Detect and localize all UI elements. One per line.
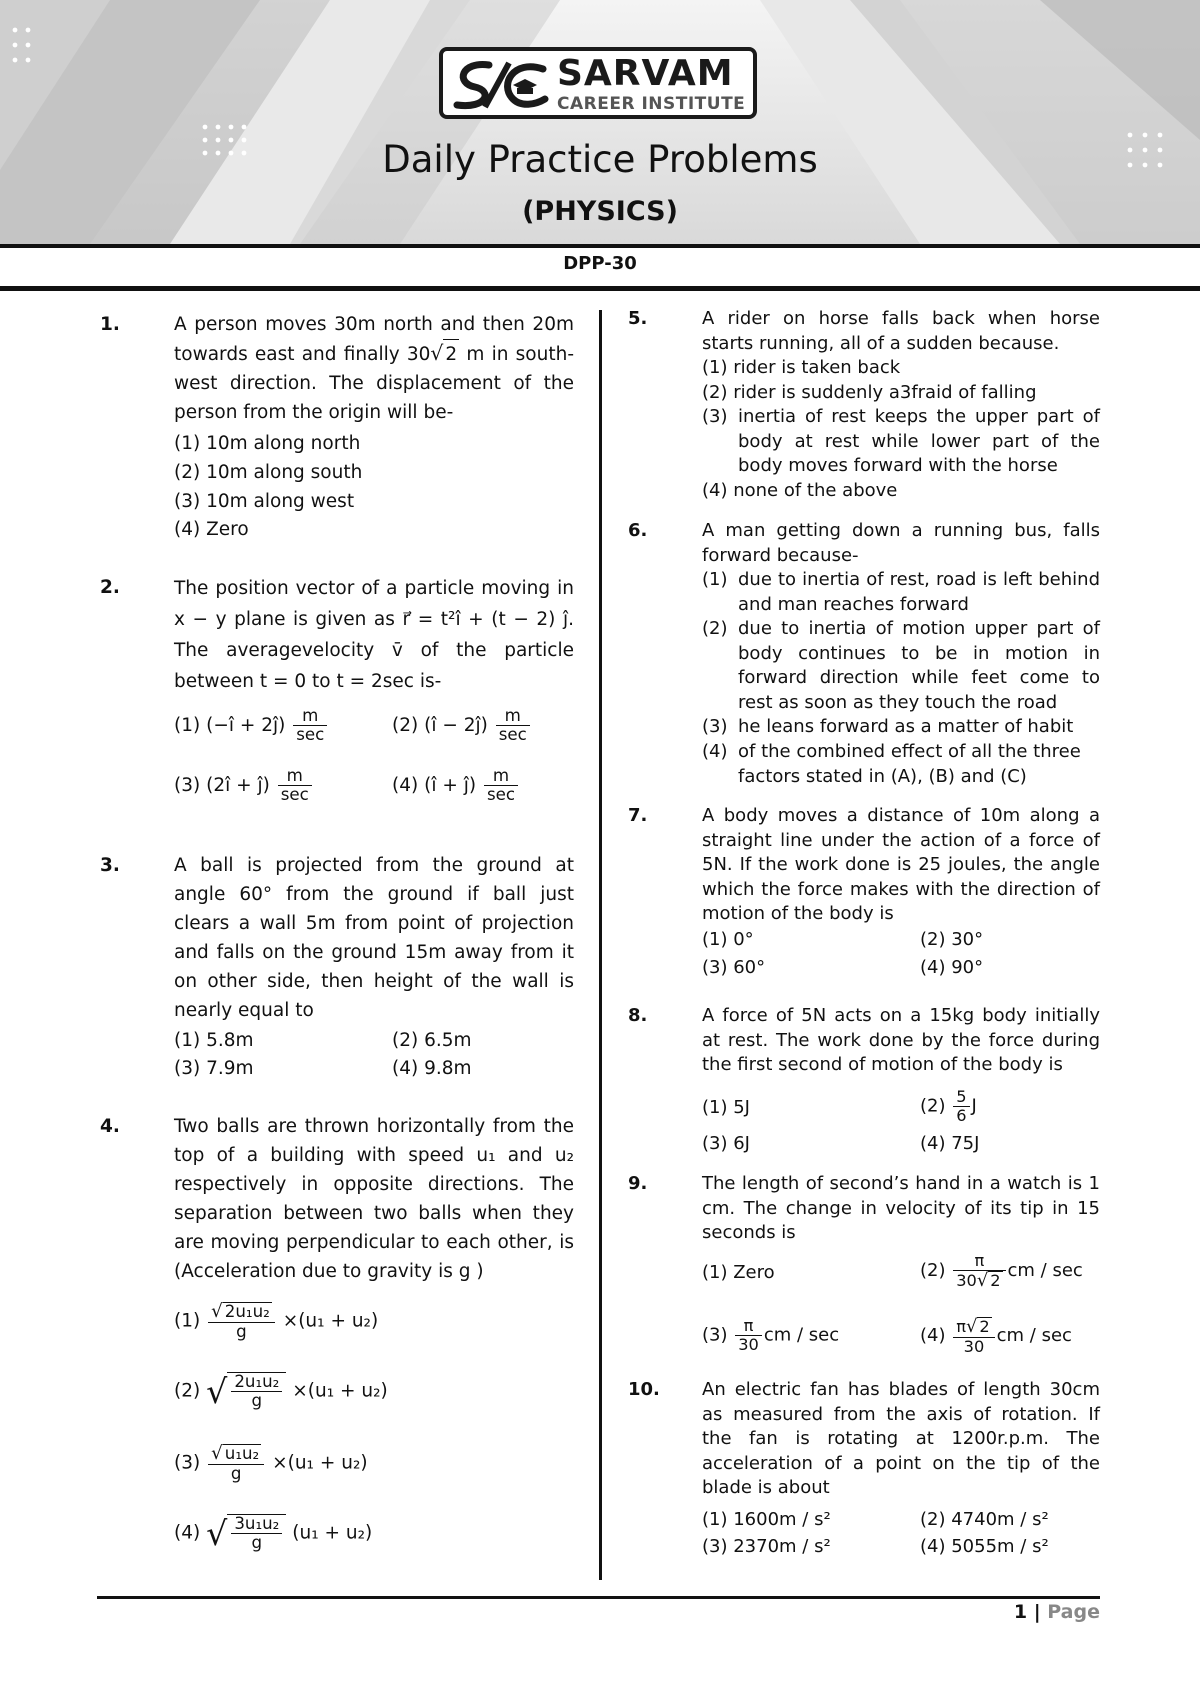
question-stem xyxy=(174,573,574,697)
option-tail: (u₁ + u₂) xyxy=(292,1522,373,1544)
question-6 xyxy=(628,519,1100,789)
option-text: due to inertia of motion upper part of body continues to be in motion in forward direction while feet come to rest as soon as they touch the road xyxy=(738,618,1100,713)
option-label: (2) xyxy=(920,1260,946,1282)
page-separator: | xyxy=(1033,1601,1041,1623)
fraction-denominator: 30 xyxy=(963,1336,985,1356)
position-vector-expr: r⃗ = t²î + (t − 2) ĵ xyxy=(402,609,569,630)
fraction-numerator: π xyxy=(956,1317,966,1336)
brand-name: SARVAM xyxy=(557,53,734,94)
option-4[interactable]: (4) 90° xyxy=(920,957,984,978)
question-7 xyxy=(628,804,1100,994)
option-label: (4) xyxy=(392,774,419,796)
option-3[interactable] xyxy=(702,1317,839,1354)
brand-subtitle: CAREER INSTITUTE xyxy=(557,94,746,114)
fraction-numerator: π xyxy=(735,1317,762,1336)
option-1[interactable]: (1) 0° xyxy=(702,929,754,950)
option-3[interactable]: (3) 10m along west xyxy=(174,491,355,512)
option-2[interactable]: (2) 6.5m xyxy=(392,1030,472,1051)
option-2[interactable]: (2) rider is suddenly a3fraid of falling xyxy=(702,382,1037,403)
option-3[interactable] xyxy=(702,715,1100,740)
option-4[interactable] xyxy=(702,740,1100,789)
option-label: (2) xyxy=(920,1095,946,1117)
fraction-numerator: u₁u₂ xyxy=(224,1444,260,1463)
unit-denominator: sec xyxy=(296,725,325,745)
option-4[interactable]: (4) 5055m / s² xyxy=(920,1536,1049,1557)
stem-text: The position vector of a particle moving in x − y plane is given as xyxy=(174,578,574,630)
option-fraction xyxy=(953,1088,969,1125)
stem-text: m in south-west direction. The displacement of the person from the origin will be- xyxy=(174,344,575,423)
unit-fraction xyxy=(293,707,327,745)
option-4[interactable]: (4) 9.8m xyxy=(392,1058,472,1079)
question-stem: The length of second’s hand in a watch is 1 cm. The change in velocity of its tip in 15 seconds is xyxy=(702,1173,1100,1243)
option-4[interactable]: (4) none of the above xyxy=(702,480,898,501)
option-label: (1) xyxy=(174,714,201,736)
question-4 xyxy=(100,1112,574,1582)
option-label: (4) xyxy=(174,1522,201,1544)
option-2[interactable]: (2) 30° xyxy=(920,929,984,950)
option-unit: cm / sec xyxy=(996,1325,1072,1347)
stem-text: of the particle between t = 0 to t = 2sec is- xyxy=(174,640,575,692)
option-label: (2) xyxy=(702,618,728,639)
header-banner xyxy=(0,0,1200,244)
option-label: (4) xyxy=(920,1325,946,1347)
option-2[interactable] xyxy=(392,707,532,745)
option-tail: ×(u₁ + u₂) xyxy=(272,1452,368,1474)
option-1[interactable]: (1) 10m along north xyxy=(174,433,361,454)
option-2[interactable] xyxy=(702,617,1100,715)
question-3 xyxy=(100,851,574,1081)
option-3[interactable]: (3) 6J xyxy=(702,1133,750,1154)
fraction-denominator: 30 xyxy=(956,1270,977,1290)
question-number: 9. xyxy=(628,1173,648,1194)
option-label: (4) xyxy=(702,741,728,762)
unit-numerator: m xyxy=(496,707,530,726)
option-fraction: $\frac{\text{√ u₁u₂}}{g}$ xyxy=(208,1444,264,1483)
option-unit: J xyxy=(971,1095,977,1117)
option-4[interactable]: (4) Zero xyxy=(174,519,249,540)
fraction-denominator: 6 xyxy=(956,1105,967,1125)
option-expr: (−î + 2ĵ) xyxy=(206,714,286,736)
option-2[interactable] xyxy=(920,1252,1083,1290)
option-expr: (2î + ĵ) xyxy=(206,774,270,796)
stem-text: A person moves 30m north and then 20m towards east and finally 30 xyxy=(174,314,574,365)
question-9 xyxy=(628,1172,1100,1372)
fraction-numerator: 5 xyxy=(953,1088,969,1107)
option-text: due to inertia of rest, road is left behind and man reaches forward xyxy=(738,569,1100,615)
option-label: (3) xyxy=(702,406,728,427)
question-number: 3. xyxy=(100,855,120,876)
question-8 xyxy=(628,1004,1100,1169)
fraction-numerator: π xyxy=(953,1252,1005,1271)
fraction-denominator: g xyxy=(236,1322,247,1342)
option-3[interactable] xyxy=(174,767,314,805)
question-2 xyxy=(100,573,574,823)
option-label: (3) xyxy=(702,716,728,737)
option-text: he leans forward as a matter of habit xyxy=(738,716,1074,737)
page-subtitle: (PHYSICS) xyxy=(522,196,678,227)
question-number: 10. xyxy=(628,1379,660,1400)
unit-fraction xyxy=(278,767,312,805)
option-expr: (î − 2ĵ) xyxy=(424,714,488,736)
fraction-denominator: g xyxy=(230,1464,242,1484)
option-1[interactable] xyxy=(174,1302,378,1341)
option-1[interactable]: (1) Zero xyxy=(702,1262,775,1283)
option-tail: ×(u₁ + u₂) xyxy=(282,1310,379,1332)
stem-text: . The averagevelocity xyxy=(174,609,575,661)
question-number: 6. xyxy=(628,520,648,541)
option-fraction xyxy=(231,1515,282,1553)
root-value: 2 xyxy=(979,1317,990,1336)
question-number: 7. xyxy=(628,805,648,826)
option-label: (2) xyxy=(392,714,419,736)
fraction-denominator: 30 xyxy=(738,1334,759,1354)
option-4[interactable] xyxy=(392,767,520,805)
question-stem: A man getting down a running bus, falls forward because- xyxy=(702,520,1100,566)
question-stem: A body moves a distance of 10m along a straight line under the action of a force of 5N. If the work done is 25 joules, the angle which the force makes with the direction of motion of the body is xyxy=(702,805,1100,924)
page-title: Daily Practice Problems xyxy=(382,138,818,181)
fraction-numerator: 2u₁u₂ xyxy=(231,1373,282,1392)
unit-denominator: sec xyxy=(486,785,516,805)
option-1[interactable]: (1) 5.8m xyxy=(174,1030,254,1051)
question-stem: Two balls are thrown horizontally from the top of a building with speed u₁ and u₂ respectively in opposite directions. The separation between two balls when they are moving perpendicular to each other, is (Acceleration due to gravity is g ) xyxy=(174,1116,574,1282)
option-label: (3) xyxy=(174,774,201,796)
question-10 xyxy=(628,1378,1100,1578)
option-2[interactable]: (2) 10m along south xyxy=(174,462,363,483)
question-stem: An electric fan has blades of length 30cm as measured from the axis of rotation. If the fan is rotating at 1200r.p.m. The acceleration of a point on the tip of the blade is about xyxy=(702,1379,1100,1498)
sarvam-logo-icon xyxy=(451,57,551,113)
fraction-denominator: g xyxy=(251,1391,263,1411)
option-fraction xyxy=(735,1317,762,1354)
option-1[interactable] xyxy=(174,707,329,745)
root-value: 2 xyxy=(990,1270,1001,1290)
question-number: 2. xyxy=(100,577,120,598)
unit-denominator: sec xyxy=(280,785,309,805)
unit-denominator: sec xyxy=(498,725,527,745)
page-footer xyxy=(1014,1601,1100,1623)
question-1 xyxy=(100,310,574,550)
option-2[interactable]: (2) 4740m / s² xyxy=(920,1509,1049,1530)
option-unit: cm / sec xyxy=(763,1324,840,1346)
unit-fraction xyxy=(496,707,530,745)
dpp-code: DPP-30 xyxy=(563,253,637,274)
option-1[interactable]: (1) rider is taken back xyxy=(702,357,901,378)
question-number: 8. xyxy=(628,1005,648,1026)
option-4[interactable]: (4) √ $\frac{\text{3u₁u₂}}{g}$ (u₁ + u₂) xyxy=(174,1513,373,1553)
fraction-numerator: 3u₁u₂ xyxy=(231,1515,282,1534)
fraction-denominator: g xyxy=(251,1533,263,1553)
option-3[interactable]: (3) 7.9m xyxy=(174,1058,254,1079)
option-4[interactable]: (4) 75J xyxy=(920,1133,980,1154)
dpp-divider xyxy=(0,286,1200,291)
question-number: 5. xyxy=(628,308,648,329)
option-fraction: $\frac{\pi√ 2}{30}$ xyxy=(953,1317,994,1355)
option-3[interactable] xyxy=(174,1444,368,1483)
page-label: Page xyxy=(1047,1601,1100,1623)
header-divider xyxy=(0,244,1200,248)
option-3[interactable]: (3) 2370m / s² xyxy=(702,1536,831,1557)
question-stem: A rider on horse falls back when horse starts running, all of a sudden because. xyxy=(702,308,1100,354)
footer-divider xyxy=(97,1596,1100,1599)
option-2[interactable]: (2) √ $\frac{\text{2u₁u₂}}{g}$ ×(u₁ + u₂) xyxy=(174,1371,388,1411)
option-label: (1) xyxy=(702,569,728,590)
option-2[interactable] xyxy=(920,1088,977,1125)
question-stem: A person moves 30m north and then 20m towards east and finally 30√ 2 m in south-west direction. The displacement of the person from the origin will be- xyxy=(174,314,575,423)
brand-logo xyxy=(439,47,757,119)
option-label: (1) xyxy=(174,1310,201,1332)
option-3[interactable] xyxy=(702,405,1100,479)
page-number: 1 xyxy=(1013,1601,1028,1623)
unit-numerator: m xyxy=(278,767,312,786)
velocity-symbol: v̄ xyxy=(391,640,403,661)
option-expr: (î + ĵ) xyxy=(424,774,477,796)
question-number: 4. xyxy=(100,1116,120,1137)
option-fraction xyxy=(231,1373,282,1411)
option-label: (3) xyxy=(702,1324,728,1346)
question-5 xyxy=(628,307,1100,507)
option-text: inertia of rest keeps the upper part of body at rest while lower part of the body moves forward with the horse xyxy=(738,406,1100,476)
option-label: (3) xyxy=(174,1452,201,1474)
unit-numerator: m xyxy=(484,767,518,786)
option-unit: cm / sec xyxy=(1007,1260,1083,1282)
option-3[interactable]: (3) 60° xyxy=(702,957,766,978)
unit-numerator: m xyxy=(293,707,327,726)
option-text: of the combined effect of all the three factors stated in (A), (B) and (C) xyxy=(738,741,1081,787)
column-divider xyxy=(599,310,602,1580)
unit-fraction xyxy=(484,767,518,805)
option-fraction: $\frac{\pi}{30√ 2}$ xyxy=(953,1252,1005,1290)
question-number: 1. xyxy=(100,314,120,335)
option-1[interactable] xyxy=(702,568,1100,617)
option-tail: ×(u₁ + u₂) xyxy=(292,1380,388,1402)
option-fraction: $\frac{\text{√ 2u₁u₂}}{g}$ xyxy=(208,1302,275,1341)
option-1[interactable]: (1) 1600m / s² xyxy=(702,1509,831,1530)
option-1[interactable]: (1) 5J xyxy=(702,1097,750,1118)
question-stem: A force of 5N acts on a 15kg body initially at rest. The work done by the force during the first second of motion of the body is xyxy=(702,1005,1100,1075)
option-label: (2) xyxy=(174,1380,201,1402)
option-4[interactable] xyxy=(920,1317,1072,1355)
fraction-numerator: 2u₁u₂ xyxy=(224,1302,270,1321)
question-stem: A ball is projected from the ground at angle 60° from the ground if ball just clears a wall 5m from point of projection and falls on the ground 15m away from it on other side, then height of the wall is nearly equal to xyxy=(174,855,574,1021)
root-value: 2 xyxy=(443,339,459,369)
